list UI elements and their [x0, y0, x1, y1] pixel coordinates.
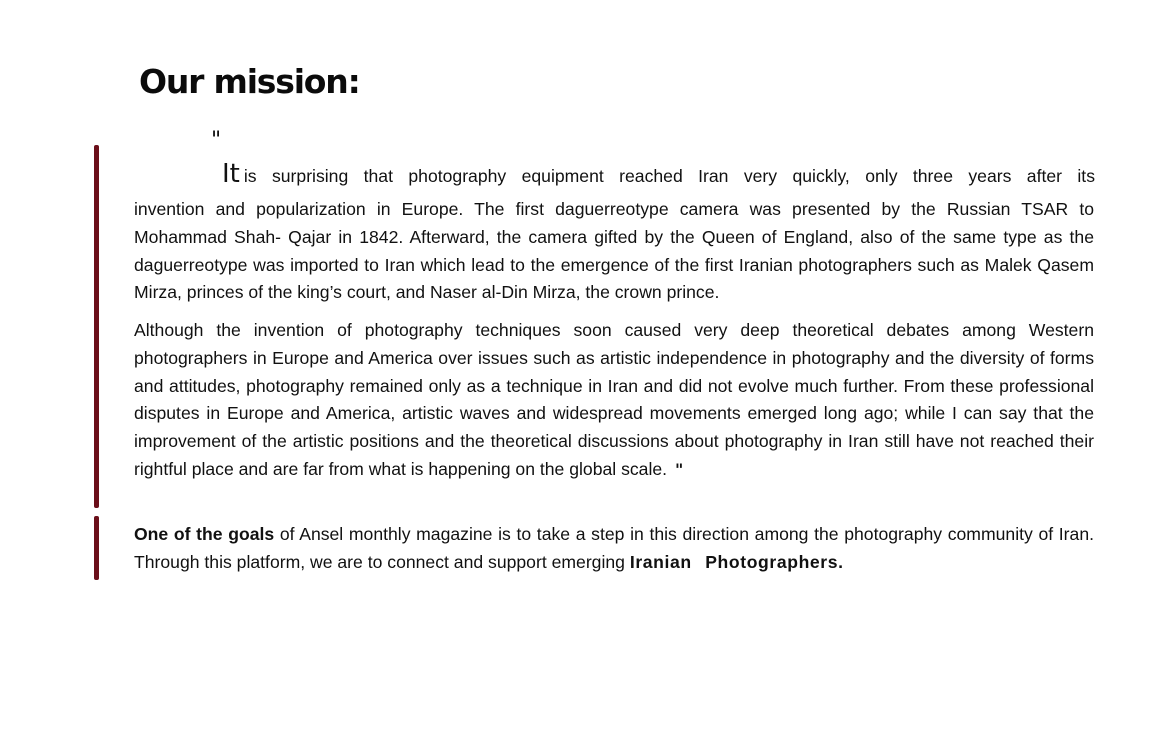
goals-paragraph: [134, 521, 1094, 577]
quote-first-line-text: is surprising that photography equipment reached Iran very quickly, only three years after its: [243, 166, 1095, 186]
quote-dropcap: It: [222, 159, 240, 189]
closing-quote-mark: ": [675, 459, 684, 479]
goals-emphasis: Iranian Photographers.: [629, 551, 844, 572]
goals-text: of Ansel monthly magazine is to take a step in this direction among the photography community of Iran. Through this platform, we are to connect and support emerging: [134, 524, 1094, 572]
goals-lead: One of the goals: [134, 524, 275, 544]
goals-accent-bar: [94, 516, 99, 580]
quote-first-line: [222, 156, 1095, 194]
quote-accent-bar: [94, 145, 99, 508]
quote-paragraph-2: [134, 317, 1094, 484]
opening-quote-mark: ": [211, 128, 222, 153]
quote-paragraph-2-text: Although the invention of photography techniques soon caused very deep theoretical debates among Western photographers in Europe and America over issues such as artistic independence in photography and the diversity of forms and attitudes, photography remained only as a technique in Iran and did not evolve much further. From these professional disputes in Europe and America, artistic waves and widespread movements emerged long ago; while I can say that the improvement of the artistic positions and the theoretical discussions about photography in Iran still have not reached their rightful place and are far from what is happening on the global scale.: [134, 320, 1094, 479]
page-heading: Our mission:: [139, 62, 360, 101]
quote-paragraph-1: invention and popularization in Europe. The first daguerreotype camera was presented by the Russian TSAR to Mohammad Shah- Qajar in 1842. Afterward, the camera gifted by the Queen of England, also of the same type as the daguerreotype was imported to Iran which lead to the emergence of the first Iranian photographers such as Malek Qasem Mirza, princes of the king’s court, and Naser al-Din Mirza, the crown prince.: [134, 199, 1094, 303]
